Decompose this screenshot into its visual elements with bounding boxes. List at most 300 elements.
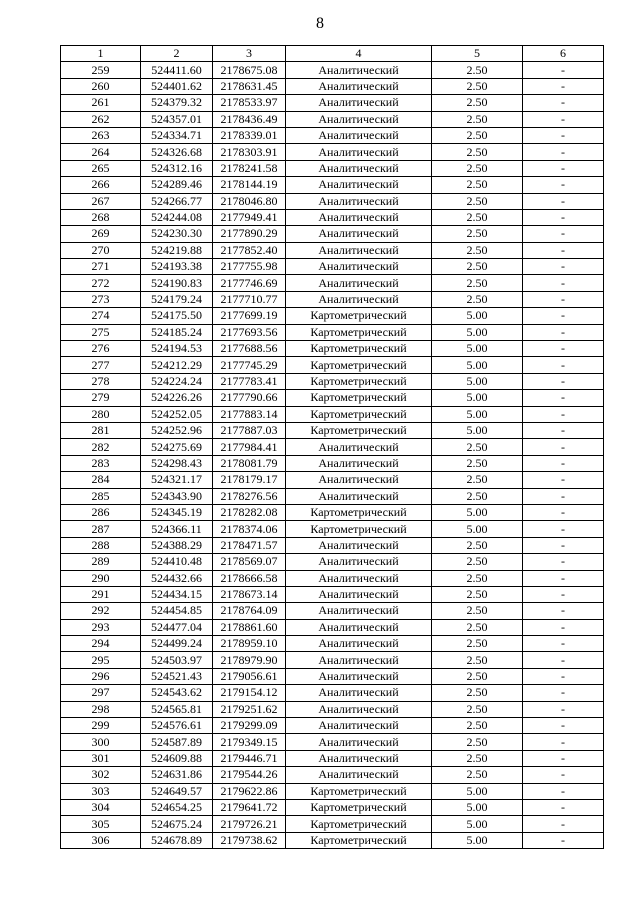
cell-y-coordinate: 2179641.72 — [213, 799, 286, 815]
cell-description: - — [523, 209, 604, 225]
cell-accuracy: 2.50 — [432, 488, 523, 504]
cell-x-coordinate: 524649.57 — [141, 783, 213, 799]
cell-x-coordinate: 524675.24 — [141, 816, 213, 832]
cell-accuracy: 2.50 — [432, 291, 523, 307]
cell-accuracy: 2.50 — [432, 439, 523, 455]
cell-description: - — [523, 324, 604, 340]
cell-x-coordinate: 524224.24 — [141, 373, 213, 389]
table-row — [61, 783, 604, 799]
table-row — [61, 832, 604, 848]
cell-y-coordinate: 2179056.61 — [213, 668, 286, 684]
cell-point-number: 262 — [61, 111, 141, 127]
cell-point-number: 265 — [61, 160, 141, 176]
cell-x-coordinate: 524321.17 — [141, 472, 213, 488]
cell-point-number: 281 — [61, 422, 141, 438]
cell-method: Картометрический — [286, 373, 432, 389]
cell-description: - — [523, 242, 604, 258]
cell-y-coordinate: 2177984.41 — [213, 439, 286, 455]
cell-point-number: 285 — [61, 488, 141, 504]
cell-x-coordinate: 524193.38 — [141, 259, 213, 275]
cell-accuracy: 2.50 — [432, 111, 523, 127]
cell-point-number: 304 — [61, 799, 141, 815]
cell-y-coordinate: 2177688.56 — [213, 341, 286, 357]
table-row — [61, 111, 604, 127]
cell-x-coordinate: 524401.62 — [141, 78, 213, 94]
cell-y-coordinate: 2177883.14 — [213, 406, 286, 422]
cell-description: - — [523, 521, 604, 537]
cell-accuracy: 2.50 — [432, 554, 523, 570]
table-header — [61, 46, 604, 62]
cell-method: Аналитический — [286, 750, 432, 766]
cell-x-coordinate: 524190.83 — [141, 275, 213, 291]
cell-x-coordinate: 524275.69 — [141, 439, 213, 455]
header-col-6: 6 — [523, 46, 604, 62]
cell-description: - — [523, 193, 604, 209]
cell-y-coordinate: 2178569.07 — [213, 554, 286, 570]
cell-accuracy: 2.50 — [432, 455, 523, 471]
cell-description: - — [523, 504, 604, 520]
cell-point-number: 268 — [61, 209, 141, 225]
cell-description: - — [523, 455, 604, 471]
cell-description: - — [523, 390, 604, 406]
table-row — [61, 390, 604, 406]
cell-x-coordinate: 524434.15 — [141, 586, 213, 602]
cell-method: Аналитический — [286, 95, 432, 111]
cell-accuracy: 2.50 — [432, 242, 523, 258]
cell-method: Картометрический — [286, 406, 432, 422]
cell-x-coordinate: 524343.90 — [141, 488, 213, 504]
cell-point-number: 292 — [61, 603, 141, 619]
cell-x-coordinate: 524477.04 — [141, 619, 213, 635]
cell-method: Аналитический — [286, 62, 432, 78]
cell-accuracy: 5.00 — [432, 308, 523, 324]
table-row — [61, 341, 604, 357]
table-row — [61, 504, 604, 520]
cell-accuracy: 2.50 — [432, 193, 523, 209]
cell-accuracy: 2.50 — [432, 701, 523, 717]
cell-x-coordinate: 524326.68 — [141, 144, 213, 160]
cell-description: - — [523, 816, 604, 832]
cell-y-coordinate: 2179726.21 — [213, 816, 286, 832]
cell-y-coordinate: 2178861.60 — [213, 619, 286, 635]
cell-description: - — [523, 685, 604, 701]
cell-y-coordinate: 2179622.86 — [213, 783, 286, 799]
cell-point-number: 291 — [61, 586, 141, 602]
cell-y-coordinate: 2177745.29 — [213, 357, 286, 373]
cell-description: - — [523, 701, 604, 717]
cell-description: - — [523, 439, 604, 455]
cell-point-number: 259 — [61, 62, 141, 78]
cell-accuracy: 2.50 — [432, 127, 523, 143]
table-row — [61, 127, 604, 143]
cell-description: - — [523, 636, 604, 652]
cell-x-coordinate: 524388.29 — [141, 537, 213, 553]
cell-y-coordinate: 2177890.29 — [213, 226, 286, 242]
cell-method: Аналитический — [286, 537, 432, 553]
cell-description: - — [523, 767, 604, 783]
cell-x-coordinate: 524334.71 — [141, 127, 213, 143]
cell-description: - — [523, 341, 604, 357]
cell-method: Аналитический — [286, 144, 432, 160]
table-row — [61, 160, 604, 176]
cell-y-coordinate: 2177852.40 — [213, 242, 286, 258]
cell-y-coordinate: 2178533.97 — [213, 95, 286, 111]
cell-point-number: 275 — [61, 324, 141, 340]
cell-accuracy: 2.50 — [432, 570, 523, 586]
cell-description: - — [523, 177, 604, 193]
cell-accuracy: 2.50 — [432, 160, 523, 176]
table-row — [61, 144, 604, 160]
table-row — [61, 291, 604, 307]
cell-x-coordinate: 524185.24 — [141, 324, 213, 340]
cell-point-number: 261 — [61, 95, 141, 111]
cell-description: - — [523, 799, 604, 815]
cell-accuracy: 5.00 — [432, 521, 523, 537]
cell-description: - — [523, 619, 604, 635]
cell-method: Аналитический — [286, 668, 432, 684]
cell-accuracy: 2.50 — [432, 259, 523, 275]
cell-point-number: 279 — [61, 390, 141, 406]
header-col-2: 2 — [141, 46, 213, 62]
cell-accuracy: 5.00 — [432, 341, 523, 357]
cell-description: - — [523, 472, 604, 488]
cell-method: Аналитический — [286, 734, 432, 750]
cell-y-coordinate: 2177693.56 — [213, 324, 286, 340]
cell-x-coordinate: 524609.88 — [141, 750, 213, 766]
cell-x-coordinate: 524212.29 — [141, 357, 213, 373]
cell-y-coordinate: 2179544.26 — [213, 767, 286, 783]
table-row — [61, 226, 604, 242]
table-row — [61, 209, 604, 225]
cell-accuracy: 5.00 — [432, 390, 523, 406]
cell-y-coordinate: 2178436.49 — [213, 111, 286, 127]
cell-accuracy: 2.50 — [432, 718, 523, 734]
cell-method: Аналитический — [286, 488, 432, 504]
cell-x-coordinate: 524179.24 — [141, 291, 213, 307]
cell-point-number: 264 — [61, 144, 141, 160]
cell-x-coordinate: 524244.08 — [141, 209, 213, 225]
cell-y-coordinate: 2178046.80 — [213, 193, 286, 209]
cell-x-coordinate: 524410.48 — [141, 554, 213, 570]
cell-description: - — [523, 537, 604, 553]
cell-x-coordinate: 524454.85 — [141, 603, 213, 619]
table-row — [61, 406, 604, 422]
cell-y-coordinate: 2178673.14 — [213, 586, 286, 602]
table-row — [61, 455, 604, 471]
table-row — [61, 652, 604, 668]
cell-point-number: 300 — [61, 734, 141, 750]
cell-accuracy: 2.50 — [432, 472, 523, 488]
cell-y-coordinate: 2179154.12 — [213, 685, 286, 701]
header-col-5: 5 — [432, 46, 523, 62]
cell-description: - — [523, 652, 604, 668]
cell-point-number: 289 — [61, 554, 141, 570]
cell-point-number: 284 — [61, 472, 141, 488]
cell-y-coordinate: 2178303.91 — [213, 144, 286, 160]
cell-description: - — [523, 750, 604, 766]
cell-y-coordinate: 2178471.57 — [213, 537, 286, 553]
cell-accuracy: 2.50 — [432, 226, 523, 242]
cell-description: - — [523, 586, 604, 602]
cell-point-number: 270 — [61, 242, 141, 258]
cell-x-coordinate: 524411.60 — [141, 62, 213, 78]
cell-accuracy: 2.50 — [432, 95, 523, 111]
cell-point-number: 263 — [61, 127, 141, 143]
cell-accuracy: 5.00 — [432, 504, 523, 520]
cell-description: - — [523, 78, 604, 94]
cell-y-coordinate: 2178081.79 — [213, 455, 286, 471]
cell-point-number: 288 — [61, 537, 141, 553]
page-number: 8 — [316, 15, 324, 32]
cell-point-number: 287 — [61, 521, 141, 537]
table-row — [61, 750, 604, 766]
cell-accuracy: 5.00 — [432, 799, 523, 815]
cell-y-coordinate: 2178339.01 — [213, 127, 286, 143]
header-row — [61, 46, 604, 62]
header-col-4: 4 — [286, 46, 432, 62]
cell-x-coordinate: 524654.25 — [141, 799, 213, 815]
cell-method: Аналитический — [286, 636, 432, 652]
table-row — [61, 636, 604, 652]
table-row — [61, 668, 604, 684]
cell-point-number: 272 — [61, 275, 141, 291]
cell-x-coordinate: 524379.32 — [141, 95, 213, 111]
cell-accuracy: 2.50 — [432, 144, 523, 160]
cell-accuracy: 2.50 — [432, 619, 523, 635]
header-col-3: 3 — [213, 46, 286, 62]
coordinates-table — [60, 45, 604, 849]
cell-point-number: 294 — [61, 636, 141, 652]
cell-y-coordinate: 2178979.90 — [213, 652, 286, 668]
cell-accuracy: 5.00 — [432, 816, 523, 832]
cell-accuracy: 2.50 — [432, 668, 523, 684]
cell-accuracy: 2.50 — [432, 209, 523, 225]
cell-description: - — [523, 554, 604, 570]
cell-point-number: 306 — [61, 832, 141, 848]
cell-y-coordinate: 2177887.03 — [213, 422, 286, 438]
cell-x-coordinate: 524499.24 — [141, 636, 213, 652]
cell-y-coordinate: 2179251.62 — [213, 701, 286, 717]
table-row — [61, 324, 604, 340]
cell-description: - — [523, 734, 604, 750]
cell-point-number: 298 — [61, 701, 141, 717]
cell-method: Аналитический — [286, 603, 432, 619]
table-row — [61, 586, 604, 602]
cell-method: Аналитический — [286, 439, 432, 455]
cell-y-coordinate: 2177790.66 — [213, 390, 286, 406]
cell-x-coordinate: 524230.30 — [141, 226, 213, 242]
cell-method: Аналитический — [286, 127, 432, 143]
cell-method: Аналитический — [286, 455, 432, 471]
cell-y-coordinate: 2178675.08 — [213, 62, 286, 78]
cell-description: - — [523, 718, 604, 734]
table-row — [61, 488, 604, 504]
cell-method: Аналитический — [286, 586, 432, 602]
cell-method: Аналитический — [286, 652, 432, 668]
table-row — [61, 275, 604, 291]
cell-method: Аналитический — [286, 111, 432, 127]
table-row — [61, 718, 604, 734]
cell-accuracy: 2.50 — [432, 275, 523, 291]
cell-method: Картометрический — [286, 357, 432, 373]
cell-description: - — [523, 226, 604, 242]
cell-point-number: 286 — [61, 504, 141, 520]
table-row — [61, 439, 604, 455]
cell-y-coordinate: 2178959.10 — [213, 636, 286, 652]
cell-description: - — [523, 111, 604, 127]
cell-y-coordinate: 2178374.06 — [213, 521, 286, 537]
cell-point-number: 282 — [61, 439, 141, 455]
table-row — [61, 373, 604, 389]
header-col-1: 1 — [61, 46, 141, 62]
cell-description: - — [523, 406, 604, 422]
cell-x-coordinate: 524565.81 — [141, 701, 213, 717]
cell-y-coordinate: 2179446.71 — [213, 750, 286, 766]
cell-description: - — [523, 422, 604, 438]
table-row — [61, 472, 604, 488]
cell-x-coordinate: 524678.89 — [141, 832, 213, 848]
table-row — [61, 816, 604, 832]
table-row — [61, 308, 604, 324]
cell-description: - — [523, 603, 604, 619]
table-row — [61, 259, 604, 275]
cell-y-coordinate: 2177949.41 — [213, 209, 286, 225]
cell-point-number: 278 — [61, 373, 141, 389]
cell-point-number: 301 — [61, 750, 141, 766]
cell-method: Картометрический — [286, 504, 432, 520]
cell-method: Аналитический — [286, 718, 432, 734]
table-row — [61, 422, 604, 438]
cell-point-number: 273 — [61, 291, 141, 307]
cell-x-coordinate: 524266.77 — [141, 193, 213, 209]
cell-x-coordinate: 524252.05 — [141, 406, 213, 422]
cell-method: Аналитический — [286, 275, 432, 291]
cell-point-number: 280 — [61, 406, 141, 422]
cell-x-coordinate: 524312.16 — [141, 160, 213, 176]
table-row — [61, 619, 604, 635]
cell-x-coordinate: 524252.96 — [141, 422, 213, 438]
cell-x-coordinate: 524432.66 — [141, 570, 213, 586]
cell-x-coordinate: 524298.43 — [141, 455, 213, 471]
cell-point-number: 297 — [61, 685, 141, 701]
cell-method: Картометрический — [286, 799, 432, 815]
cell-y-coordinate: 2177755.98 — [213, 259, 286, 275]
cell-y-coordinate: 2178631.45 — [213, 78, 286, 94]
cell-description: - — [523, 275, 604, 291]
cell-x-coordinate: 524587.89 — [141, 734, 213, 750]
table-row — [61, 357, 604, 373]
cell-method: Аналитический — [286, 193, 432, 209]
cell-accuracy: 2.50 — [432, 603, 523, 619]
cell-x-coordinate: 524366.11 — [141, 521, 213, 537]
cell-y-coordinate: 2178764.09 — [213, 603, 286, 619]
cell-description: - — [523, 832, 604, 848]
cell-x-coordinate: 524175.50 — [141, 308, 213, 324]
cell-x-coordinate: 524503.97 — [141, 652, 213, 668]
table-row — [61, 78, 604, 94]
table-row — [61, 799, 604, 815]
cell-x-coordinate: 524543.62 — [141, 685, 213, 701]
table-body — [61, 62, 604, 849]
cell-method: Аналитический — [286, 570, 432, 586]
cell-accuracy: 2.50 — [432, 78, 523, 94]
cell-accuracy: 5.00 — [432, 357, 523, 373]
cell-accuracy: 2.50 — [432, 62, 523, 78]
cell-x-coordinate: 524521.43 — [141, 668, 213, 684]
cell-point-number: 305 — [61, 816, 141, 832]
table-row — [61, 521, 604, 537]
cell-method: Аналитический — [286, 291, 432, 307]
cell-method: Аналитический — [286, 685, 432, 701]
cell-x-coordinate: 524357.01 — [141, 111, 213, 127]
cell-method: Картометрический — [286, 324, 432, 340]
cell-method: Аналитический — [286, 242, 432, 258]
cell-point-number: 269 — [61, 226, 141, 242]
cell-y-coordinate: 2178282.08 — [213, 504, 286, 520]
cell-method: Аналитический — [286, 259, 432, 275]
cell-description: - — [523, 291, 604, 307]
cell-method: Аналитический — [286, 767, 432, 783]
cell-x-coordinate: 524576.61 — [141, 718, 213, 734]
cell-point-number: 283 — [61, 455, 141, 471]
cell-point-number: 271 — [61, 259, 141, 275]
cell-accuracy: 2.50 — [432, 652, 523, 668]
cell-y-coordinate: 2177783.41 — [213, 373, 286, 389]
cell-method: Картометрический — [286, 832, 432, 848]
table-row — [61, 95, 604, 111]
cell-x-coordinate: 524226.26 — [141, 390, 213, 406]
table-row — [61, 767, 604, 783]
cell-accuracy: 2.50 — [432, 586, 523, 602]
cell-point-number: 293 — [61, 619, 141, 635]
cell-y-coordinate: 2178666.58 — [213, 570, 286, 586]
table-row — [61, 62, 604, 78]
cell-x-coordinate: 524345.19 — [141, 504, 213, 520]
cell-description: - — [523, 373, 604, 389]
cell-accuracy: 5.00 — [432, 373, 523, 389]
cell-method: Картометрический — [286, 341, 432, 357]
cell-description: - — [523, 95, 604, 111]
cell-x-coordinate: 524289.46 — [141, 177, 213, 193]
table-row — [61, 177, 604, 193]
table-row — [61, 734, 604, 750]
cell-description: - — [523, 144, 604, 160]
table-row — [61, 701, 604, 717]
cell-point-number: 296 — [61, 668, 141, 684]
cell-description: - — [523, 783, 604, 799]
cell-method: Картометрический — [286, 390, 432, 406]
table-row — [61, 570, 604, 586]
cell-accuracy: 2.50 — [432, 636, 523, 652]
cell-point-number: 266 — [61, 177, 141, 193]
cell-description: - — [523, 62, 604, 78]
cell-accuracy: 2.50 — [432, 767, 523, 783]
cell-accuracy: 2.50 — [432, 685, 523, 701]
cell-method: Аналитический — [286, 472, 432, 488]
cell-x-coordinate: 524194.53 — [141, 341, 213, 357]
cell-y-coordinate: 2178276.56 — [213, 488, 286, 504]
cell-accuracy: 2.50 — [432, 537, 523, 553]
cell-accuracy: 5.00 — [432, 783, 523, 799]
cell-x-coordinate: 524219.88 — [141, 242, 213, 258]
cell-accuracy: 2.50 — [432, 177, 523, 193]
cell-point-number: 303 — [61, 783, 141, 799]
cell-point-number: 274 — [61, 308, 141, 324]
cell-method: Аналитический — [286, 554, 432, 570]
cell-point-number: 277 — [61, 357, 141, 373]
cell-y-coordinate: 2179349.15 — [213, 734, 286, 750]
cell-method: Аналитический — [286, 701, 432, 717]
